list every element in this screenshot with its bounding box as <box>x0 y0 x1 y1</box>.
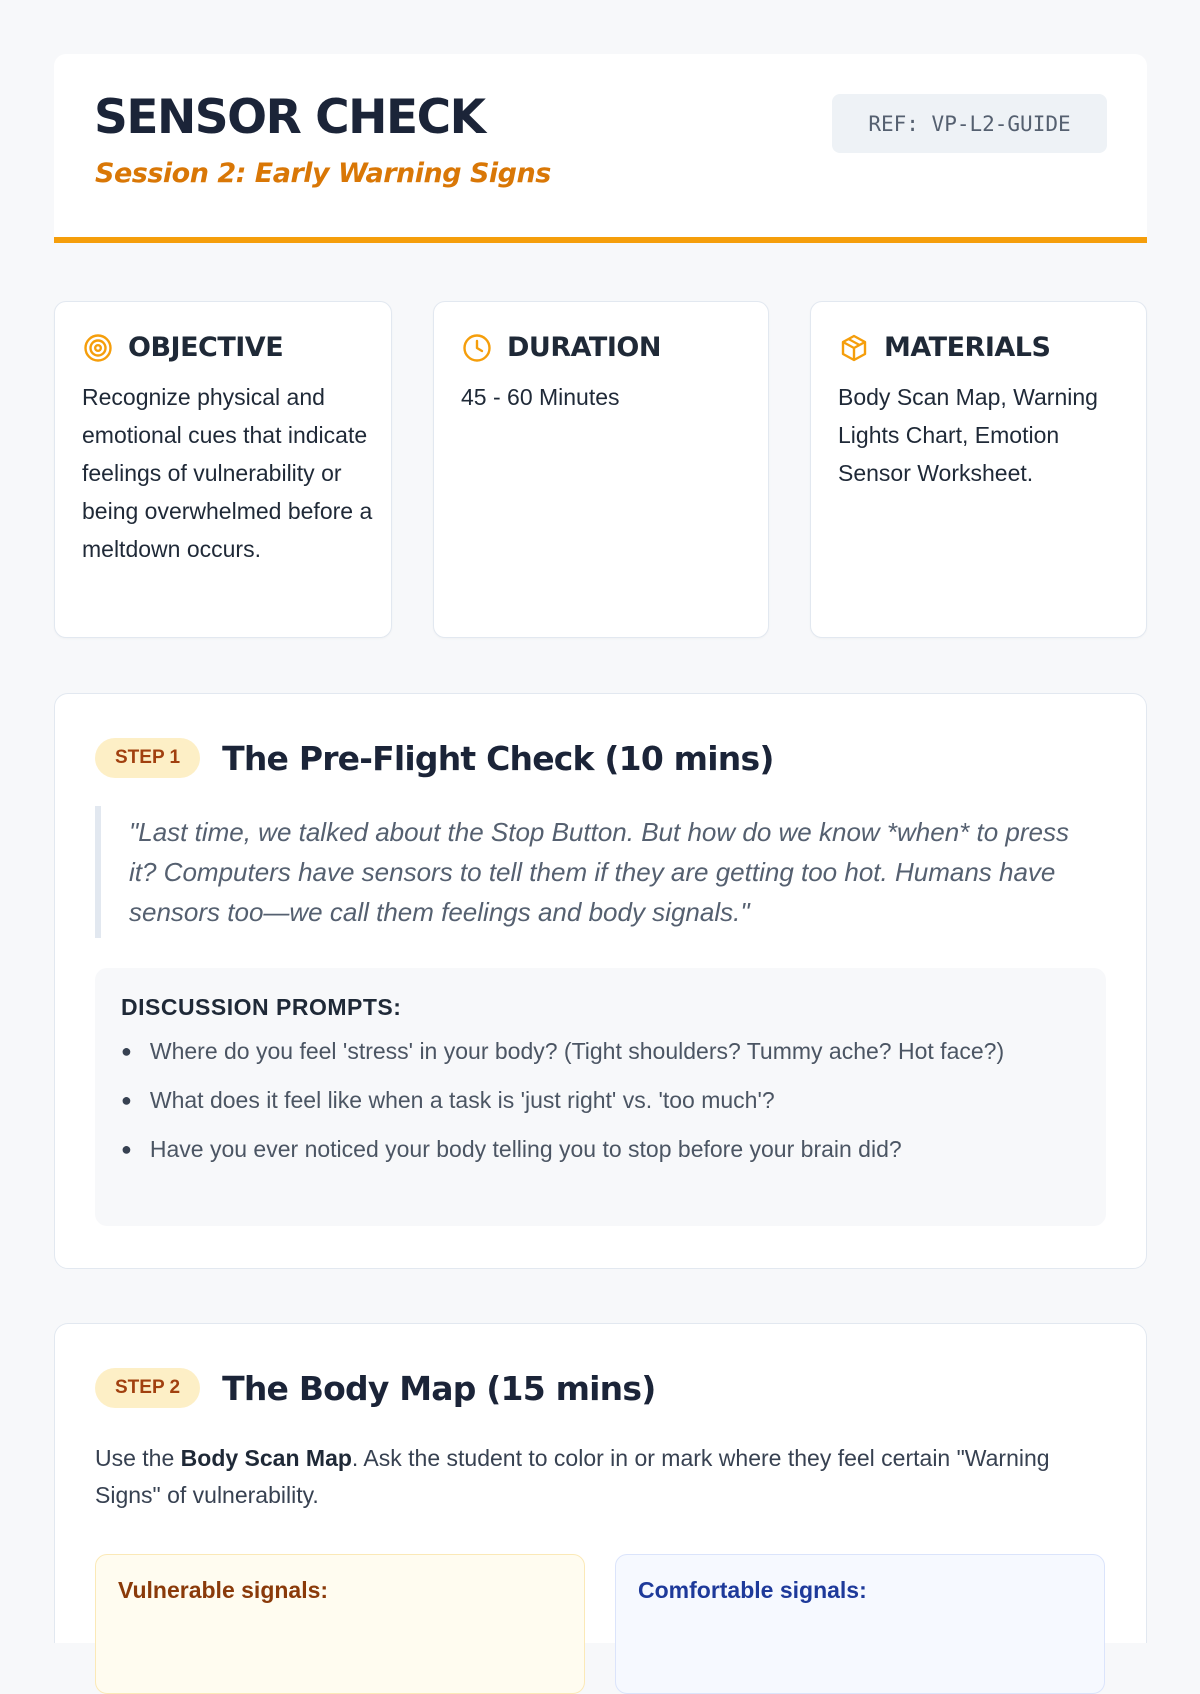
objective-card-text: Recognize physical and emotional cues that indicate feelings of vulnerability or being overwhelmed before a meltdown occurs. <box>82 384 373 562</box>
comfortable-signals-title: Comfortable signals: <box>638 1577 867 1603</box>
materials-card-title: MATERIALS <box>884 332 1051 363</box>
objective-card <box>54 301 392 638</box>
step-1-header <box>95 738 774 778</box>
step-1-quote: "Last time, we talked about the Stop Button. But how do we know *when* to press it? Computers have sensors to tell them if they are getting too hot. Humans have sensors too—we call them feelings and body signals." <box>95 806 1090 938</box>
materials-card-text: Body Scan Map, Warning Lights Chart, Emotion Sensor Worksheet. <box>838 384 1098 486</box>
vulnerable-signals-title: Vulnerable signals: <box>118 1577 329 1603</box>
step-2-badge: STEP 2 <box>95 1368 200 1408</box>
materials-card-header <box>839 332 1050 363</box>
intro-text: . Ask the student to color in or mark where they feel certain "Warning Signs" of vulnerability. <box>95 1445 1050 1508</box>
step-2-section <box>54 1323 1147 1643</box>
prompt-text: Have you ever noticed your body telling you to stop before your brain did? <box>149 1136 902 1162</box>
box-icon <box>839 333 869 363</box>
duration-card <box>433 301 769 638</box>
materials-card <box>810 301 1147 638</box>
objective-card-title: OBJECTIVE <box>128 332 284 363</box>
reference-badge: REF: VP-L2-GUIDE <box>832 94 1107 153</box>
step-2-intro <box>95 1440 1090 1514</box>
header <box>54 54 1147 243</box>
duration-card-text: 45 - 60 Minutes <box>461 384 620 410</box>
page-title: SENSOR CHECK <box>94 90 485 145</box>
step-1-badge: STEP 1 <box>95 738 200 778</box>
vulnerable-signals-box <box>95 1554 585 1694</box>
step-1-section <box>54 693 1147 1269</box>
clock-icon <box>462 333 492 363</box>
prompt-text: What does it feel like when a task is 'just right' vs. 'too much'? <box>149 1087 775 1113</box>
duration-card-title: DURATION <box>507 332 661 363</box>
list-item <box>121 1084 1080 1119</box>
target-icon <box>83 333 113 363</box>
step-1-title: The Pre-Flight Check (10 mins) <box>222 738 774 778</box>
step-2-title: The Body Map (15 mins) <box>222 1368 656 1408</box>
discussion-prompts-heading: DISCUSSION PROMPTS: <box>121 994 402 1020</box>
step-2-header <box>95 1368 656 1408</box>
discussion-prompts <box>95 968 1106 1226</box>
body-scan-map-highlight: Body Scan Map <box>180 1445 352 1471</box>
list-item <box>121 1035 1080 1070</box>
prompt-text: Where do you feel 'stress' in your body? (Tight shoulders? Tummy ache? Hot face?) <box>149 1038 1005 1064</box>
comfortable-signals-box <box>615 1554 1105 1694</box>
list-item <box>121 1133 1080 1168</box>
bullet-icon: ● <box>121 1090 132 1110</box>
intro-text: Use the <box>95 1445 181 1471</box>
duration-card-header <box>462 332 661 363</box>
discussion-prompts-list <box>121 1035 1080 1168</box>
objective-card-header <box>83 332 283 363</box>
bullet-icon: ● <box>121 1139 132 1159</box>
page-subtitle: Session 2: Early Warning Signs <box>95 158 551 189</box>
bullet-icon: ● <box>121 1041 132 1061</box>
